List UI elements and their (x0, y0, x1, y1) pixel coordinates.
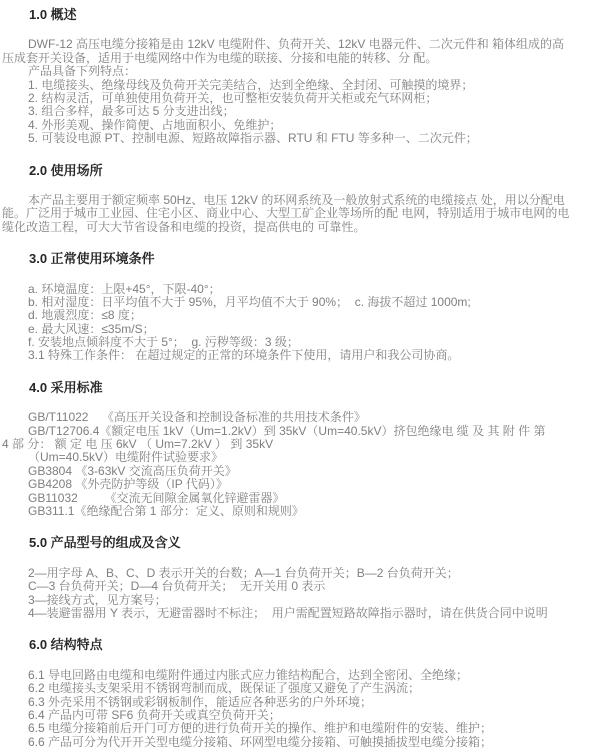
document-section (2, 381, 611, 519)
document-section (2, 8, 611, 146)
section-heading: 2.0 使用场所 (29, 162, 103, 178)
text-line: 缆化改造工程，可大大节省设备和电缆的投资，提高供电的 可靠性。 (2, 219, 366, 234)
text-line: 2—用字母 A、B、C、D 表示开关的台数；A—1 台负荷开关；B—2 台负荷开关； (28, 565, 459, 580)
document-section (2, 252, 611, 363)
text-line: 5. 可装设电源 PT、控制电源、短路故障指示器、RTU 和 FTU 等多种一、二次元件； (28, 131, 478, 146)
section-heading: 6.0 结构特点 (29, 637, 103, 653)
text-line: 6.6 产品可分为代开开关型电缆分接箱、环网型电缆分接箱、可触摸插拔型电缆分接箱； (28, 734, 493, 749)
text-line: 2. 结构灵活，可单独使用负荷开关，也可整柜安装负荷开关柜或充气环网柜； (28, 90, 438, 105)
text-line: GB311.1《绝缘配合第 1 部分：定义、原则和规则》 (28, 504, 304, 518)
section-heading: 5.0 产品型号的组成及含义 (29, 535, 181, 551)
text-line: GB3804 《3-63kV 交流高压负荷开关》 (28, 463, 237, 478)
text-line: d. 地震烈度：≤8 度； (28, 308, 142, 323)
section-heading: 4.0 采用标准 (29, 379, 103, 395)
text-line: GB11032 《交流无间隙金属氧化锌避雷器》 (28, 490, 285, 505)
text-line: 压成套开关设备，适用于电缆网络中作为电缆的联接、分接和电能的转移、分 配。 (2, 50, 438, 65)
text-line: 6.1 导电回路由电缆和电缆附件通过内胀式应力锥结构配合，达到全密闭、全绝缘； (28, 667, 469, 682)
section-heading: 1.0 概述 (29, 7, 77, 22)
section-heading: 3.0 正常使用环境条件 (29, 251, 155, 267)
text-line: 6.3 外壳采用不锈钢或彩钢板制作，能适应各种恶劣的户外环境； (28, 694, 373, 709)
document-body (2, 8, 611, 749)
text-line: GB/T12706.4《额定电压 1kV（Um=1.2kV）到 35kV（Um=40.5kV）挤包绝缘电 缆 及 其 附 件 第 (28, 423, 546, 438)
text-line: （Um=40.5kV）电缆附件试验要求》 (28, 450, 224, 465)
text-line: 本产品主要用于额定频率 50Hz、电压 12kV 的环网系统及一般放射式系统的电缆接点 处，用以分配电 (28, 192, 565, 207)
text-line: 6.4 产品内可带 SF6 负荷开关或真空负荷开关； (28, 707, 281, 722)
text-line: DWF-12 高压电缆分接箱是由 12kV 电缆附件、负荷开关、12kV 电器元件、二次元件和 箱体组成的高 (28, 37, 565, 52)
document-section (2, 164, 611, 235)
document-section (2, 536, 611, 620)
text-line: 3—接线方式，见方案号； (28, 592, 167, 607)
text-line: 3. 组合多样，最多可达 5 分支进出线； (28, 104, 235, 119)
text-line: f. 安装地点倾斜度不大于 5°； g. 污秽等级：3 级； (28, 335, 299, 350)
text-line: 6.5 电缆分接箱前后开门可方便的进行负荷开关的操作、维护和电缆附件的安装、维护； (28, 721, 493, 736)
text-line: 产品具备下列特点： (28, 64, 137, 79)
document-section (2, 638, 611, 749)
text-line: 4 部 分： 额 定 电 压 6kV （ Um=7.2kV ） 到 35kV (2, 437, 274, 452)
text-line: C—3 台负荷开关；D—4 台负荷开关； 无开关用 0 表示 (28, 579, 326, 594)
text-line: 4. 外形美观、操作简便、占地面积小、免维护； (28, 117, 282, 132)
text-line: GB4208 《外壳防护等级（IP 代码）》 (28, 477, 228, 492)
text-line: 能。广泛用于城市工业园、住宅小区、商业中心、大型工矿企业等场所的配 电网，特别适用于城市电网的电 (2, 206, 570, 221)
text-line: a. 环境温度：上限+45°，下限-40°； (28, 281, 221, 296)
text-line: 4—装避雷器用 Y 表示，无避雷器时不标注； 用户需配置短路故障指示器时，请在供货合同中说明 (28, 605, 548, 620)
text-line: 1. 电缆接头、绝缘母线及负荷开关完美结合，达到全绝缘、全封闭、可触摸的境界； (28, 77, 474, 92)
text-line: GB/T11022 《高压开关设备和控制设备标准的共用技术条件》 (28, 410, 366, 425)
text-line: 6.2 电缆接头支架采用不锈钢弯制而成，既保证了强度又避免了产生涡流； (28, 681, 421, 696)
text-line: 3.1 特殊工作条件： 在超过规定的正常的环境条件下使用，请用户和我公司协商。 (28, 348, 460, 363)
text-line: b. 相对湿度：日平均值不大于 95%，月平均值不大于 90%； c. 海拔不超过 1000m; (28, 294, 471, 309)
text-line: e. 最大风速：≤35m/S； (28, 321, 155, 336)
